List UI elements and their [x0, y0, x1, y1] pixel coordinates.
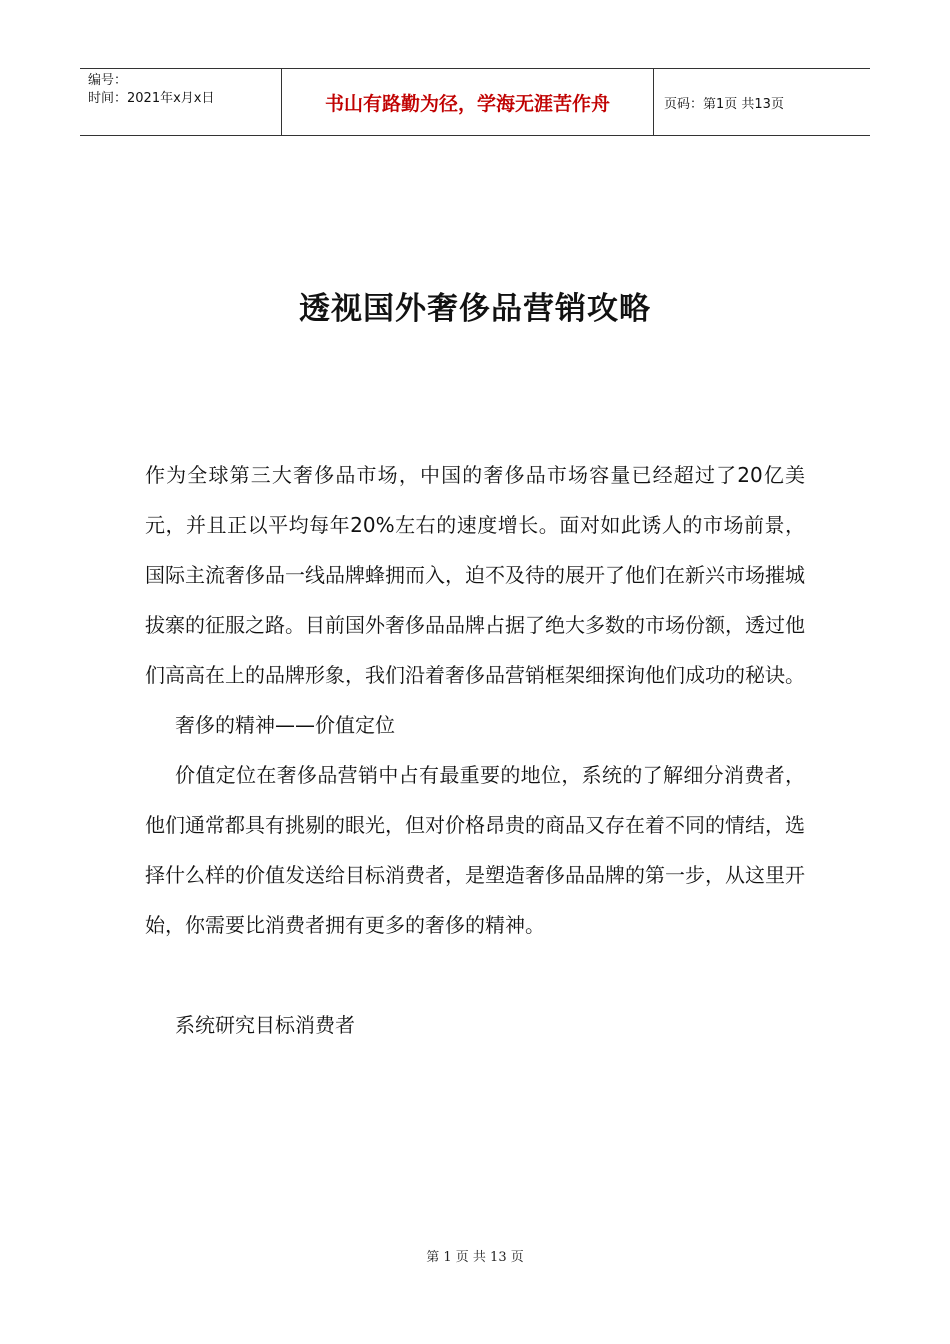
document-body [145, 450, 805, 1050]
intro-paragraph: 作为全球第三大奢侈品市场，中国的奢侈品市场容量已经超过了20亿美元，并且正以平均每年20%左右的速度增长。面对如此诱人的市场前景，国际主流奢侈品一线品牌蜂拥而入，迫不及待的展开了他们在新兴市场摧城拔寨的征服之路。目前国外奢侈品品牌占据了绝大多数的市场份额，透过他们高高在上的品牌形象，我们沿着奢侈品营销框架细探询他们成功的秘诀。 [145, 463, 805, 687]
document-number-label: 编号： [88, 73, 128, 88]
header-table [80, 68, 870, 136]
header-meta-cell [80, 69, 281, 135]
paragraph-spacer [145, 950, 805, 1000]
section-heading-value-positioning: 奢侈的精神——价值定位 [175, 713, 395, 737]
value-positioning-paragraph: 价值定位在奢侈品营销中占有最重要的地位，系统的了解细分消费者，他们通常都具有挑剔的眼光，但对价格昂贵的商品又存在着不同的情结，选择什么样的价值发送给目标消费者，是塑造奢侈品品牌的第一步，从这里开始，你需要比消费者拥有更多的奢侈的精神。 [145, 763, 805, 937]
page-footer: 第 1 页 共 13 页 [426, 1250, 524, 1265]
header-motto: 书山有路勤为径，学海无涯苦作舟 [281, 69, 654, 135]
document-title: 透视国外奢侈品营销攻略 [299, 291, 651, 327]
section-heading-target-consumers: 系统研究目标消费者 [175, 1013, 355, 1037]
header-page-info: 页码：第1页 共13页 [664, 96, 784, 112]
document-date-label: 时间：2021年x月x日 [88, 91, 215, 106]
